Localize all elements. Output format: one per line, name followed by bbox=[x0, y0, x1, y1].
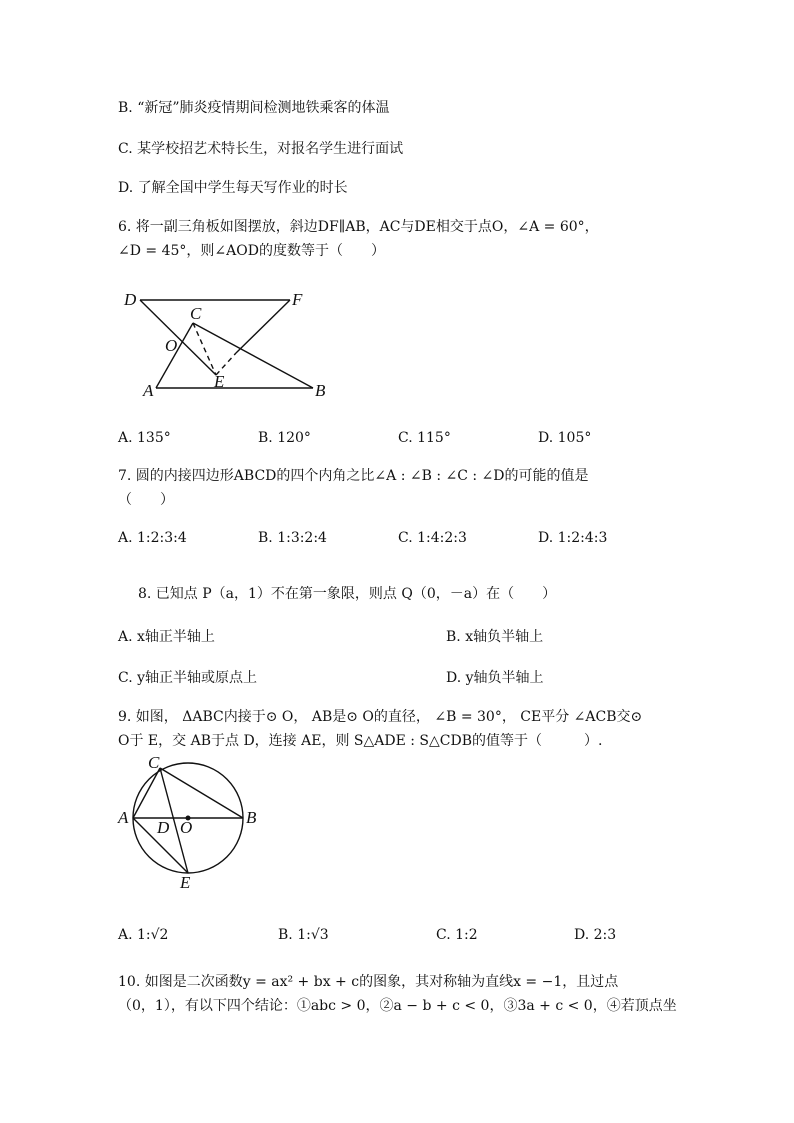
q6-label-a: A bbox=[143, 381, 154, 400]
q9-circle-figure bbox=[115, 752, 265, 894]
q9-option-b: B. 1:√3 bbox=[278, 927, 329, 943]
q9-label-e: E bbox=[180, 873, 191, 892]
q9-label-a: A bbox=[118, 808, 129, 827]
option-c-text: C. 某学校招艺术特长生，对报名学生进行面试 bbox=[118, 141, 404, 157]
q10-line1: 10. 如图是二次函数y = ax² + bx + c的图象，其对称轴为直线x = −1，且过点 bbox=[118, 974, 619, 990]
q10-line2: （0，1），有以下四个结论：①abc > 0，②a − b + c < 0，③3a + c < 0，④若顶点坐 bbox=[118, 998, 677, 1014]
q7-option-c: C. 1:4:2:3 bbox=[398, 530, 467, 546]
q6-line2: ∠D = 45°，则∠AOD的度数等于（ ） bbox=[118, 243, 385, 259]
q8-option-a: A. x轴正半轴上 bbox=[118, 629, 215, 645]
q9-label-b: B bbox=[246, 808, 257, 827]
q9-label-c: C bbox=[148, 753, 160, 772]
q9-label-d: D bbox=[157, 818, 170, 837]
q7-line1: 7. 圆的内接四边形ABCD的四个内角之比∠A : ∠B : ∠C : ∠D的可能的值是 bbox=[118, 468, 589, 484]
q6-label-f: F bbox=[292, 290, 303, 309]
q7-option-a: A. 1:2:3:4 bbox=[118, 530, 187, 546]
q8-option-b: B. x轴负半轴上 bbox=[446, 629, 544, 645]
q9-line1: 9. 如图， ΔABC内接于⊙ O， AB是⊙ O的直径， ∠B = 30°， CE平分 ∠ACB交⊙ bbox=[118, 709, 643, 725]
option-b-text: B. “新冠”肺炎疫情期间检测地铁乘客的体温 bbox=[118, 100, 390, 116]
q9-option-c: C. 1:2 bbox=[436, 927, 478, 943]
option-d-text: D. 了解全国中学生每天写作业的时长 bbox=[118, 180, 348, 196]
q9-option-a: A. 1:√2 bbox=[118, 927, 169, 943]
q9-line2: O于 E，交 AB于点 D，连接 AE，则 S△ADE : S△CDB的值等于（ ）. bbox=[118, 733, 603, 749]
q7-option-b: B. 1:3:2:4 bbox=[258, 530, 327, 546]
q6-label-c: C bbox=[190, 304, 202, 323]
q6-triangle-figure bbox=[118, 285, 338, 405]
q8-option-c: C. y轴正半轴或原点上 bbox=[118, 670, 258, 686]
q7-option-d: D. 1:2:4:3 bbox=[538, 530, 608, 546]
q8-option-d: D. y轴负半轴上 bbox=[446, 670, 544, 686]
q6-label-e: E bbox=[214, 372, 225, 391]
q6-option-d: D. 105° bbox=[538, 430, 592, 446]
q6-label-d: D bbox=[124, 290, 137, 309]
q6-option-c: C. 115° bbox=[398, 430, 451, 446]
q8-line1: 8. 已知点 P（a，1）不在第一象限，则点 Q（0，－a）在（ ） bbox=[138, 586, 557, 602]
q6-option-a: A. 135° bbox=[118, 430, 171, 446]
q9-option-d: D. 2:3 bbox=[574, 927, 617, 943]
q7-line2: （ ） bbox=[118, 492, 174, 508]
q6-label-o: O bbox=[165, 336, 178, 355]
q9-label-o: O bbox=[180, 818, 193, 837]
q6-line1: 6. 将一副三角板如图摆放，斜边DF∥AB，AC与DE相交于点O，∠A = 60°， bbox=[118, 219, 599, 235]
q6-label-b: B bbox=[315, 381, 326, 400]
q6-option-b: B. 120° bbox=[258, 430, 311, 446]
